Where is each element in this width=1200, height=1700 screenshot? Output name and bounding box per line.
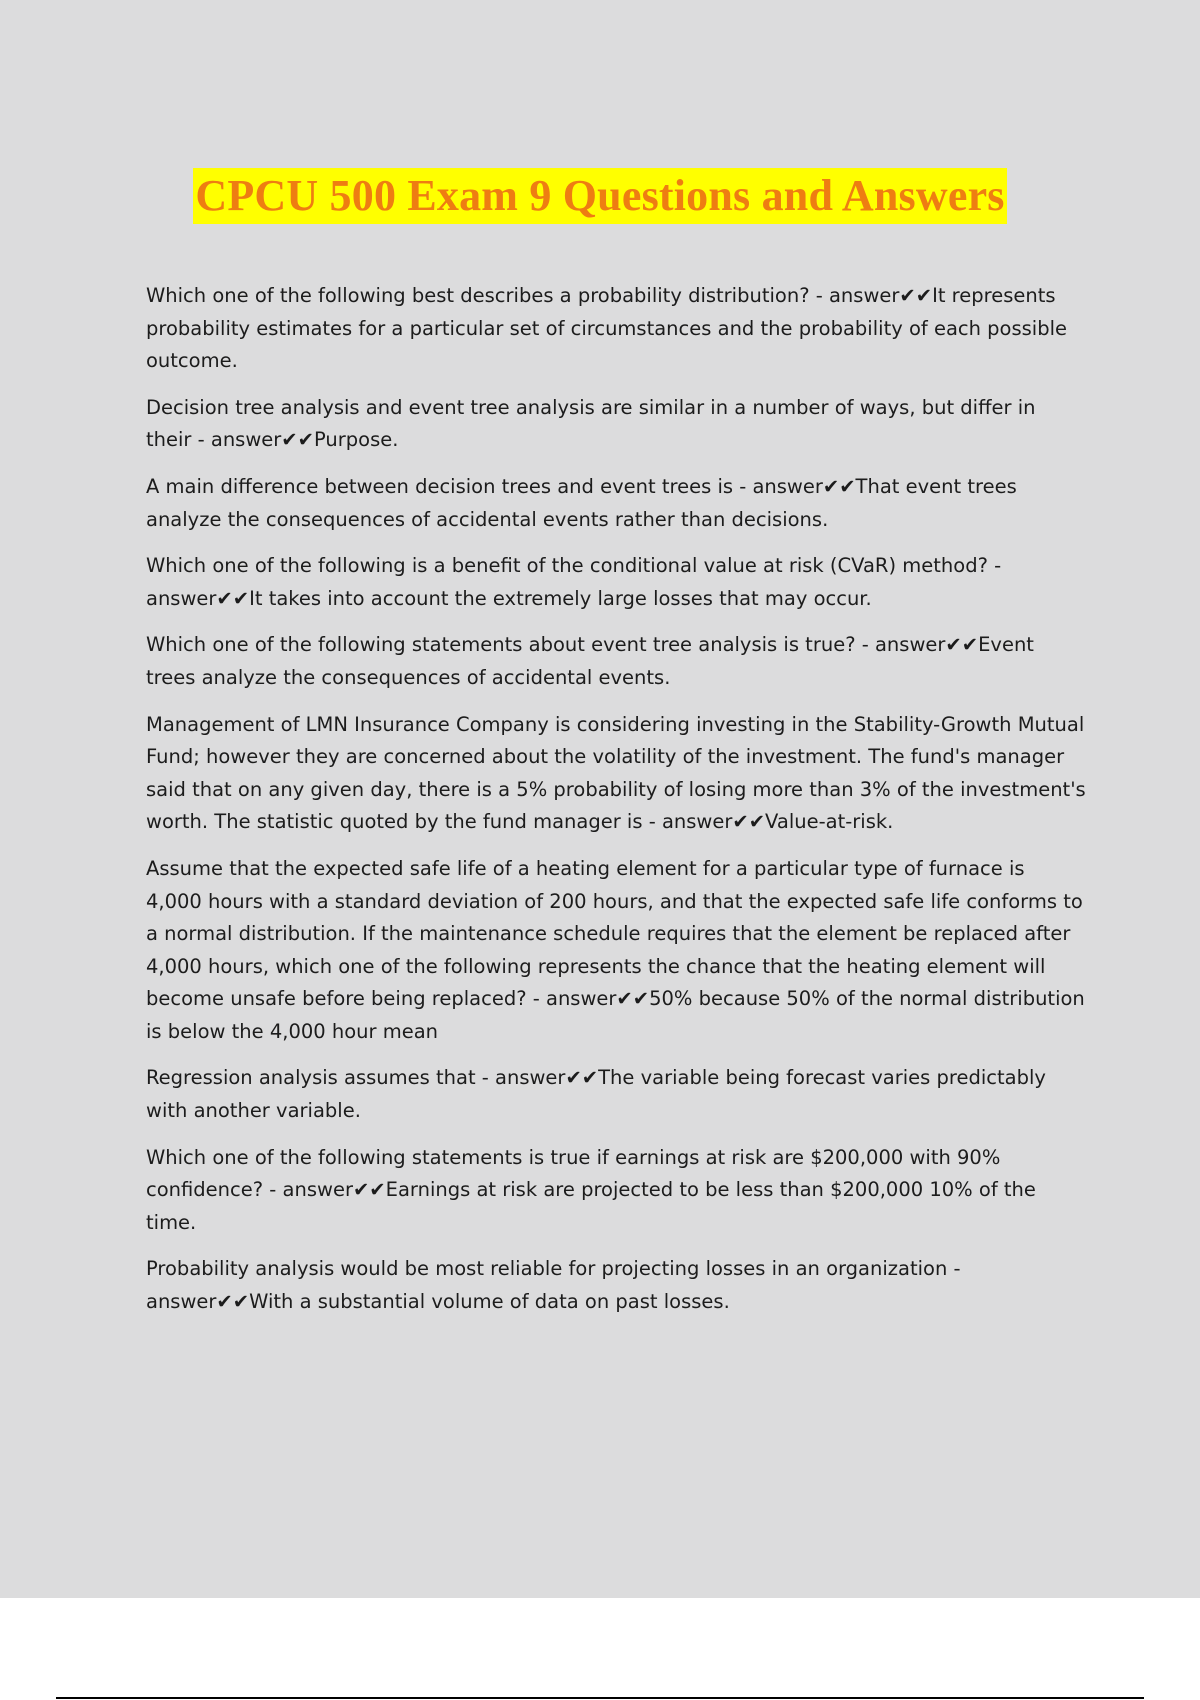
footer-rule [56,1697,1144,1699]
qa-item: Management of LMN Insurance Company is considering investing in the Stability-Growth Mutual Fund; however they are concerned about the volatility of the investment. The fund's manager said that on any given day, there is a 5% probability of losing more than 3% of the investment's worth. The statistic quoted by the fund manager is - answer✔✔Value-at-risk. [146,712,1086,834]
qa-item: Regression analysis assumes that - answer✔✔The variable being forecast varies predictably with another variable. [146,1066,1046,1123]
qa-item: Which one of the following best describes a probability distribution? - answer✔✔It represents probability estimates for a particular set of circumstances and the probability of each possible outcome. [146,284,1068,373]
qa-list [146,280,1086,1333]
qa-item: Which one of the following statements about event tree analysis is true? - answer✔✔Event trees analyze the consequences of accidental events. [146,633,1034,689]
qa-item: A main difference between decision trees and event trees is - answer✔✔That event trees analyze the consequences of accidental events rather than decisions. [146,474,1017,531]
qa-item: Which one of the following is a benefit of the conditional value at risk (CVaR) method? - answer✔✔It takes into account the extremely large losses that may occur. [146,554,1002,610]
qa-item: Which one of the following statements is true if earnings at risk are $200,000 with 90% confidence? - answer✔✔Earnings at risk are projected to be less than $200,000 10% of the time. [146,1145,1036,1234]
qa-item: Assume that the expected safe life of a heating element for a particular type of furnace is 4,000 hours with a standard deviation of 200 hours, and that the expected safe life conforms to a normal distribution. If the maintenance schedule requires that the element be replaced after 4,000 hours, which one of the following represents the chance that the heating element will become unsafe before being replaced? - answer✔✔50% because 50% of the normal distribution is below the 4,000 hour mean [146,856,1085,1043]
title-wrapper [0,168,1200,224]
document-title: CPCU 500 Exam 9 Questions and Answers [193,168,1006,224]
qa-item: Probability analysis would be most reliable for projecting losses in an organization - answer✔✔With a substantial volume of data on past losses. [146,1257,961,1314]
qa-item: Decision tree analysis and event tree analysis are similar in a number of ways, but differ in their - answer✔✔Purpose. [146,395,1036,452]
page-footer [0,1598,1200,1700]
